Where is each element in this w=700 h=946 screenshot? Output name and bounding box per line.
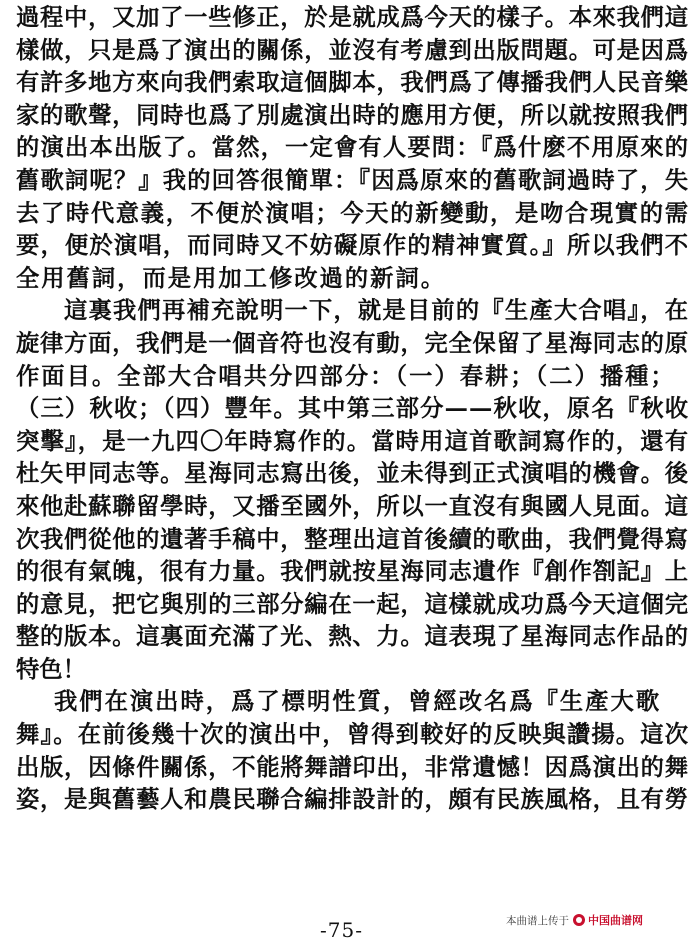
text-line: 全用舊詞，而是用加工修改過的新詞。 (16, 264, 447, 292)
text-line: 家的歌聲，同時也爲了別處演出時的應用方便，所以就按照我們 (16, 101, 689, 129)
text-line: 杜矢甲同志等。星海同志寫出後，並未得到正式演唱的機會。後 (16, 460, 689, 488)
text-line: 樣做，只是爲了演出的關係，並沒有考慮到出版問題。可是因爲 (16, 36, 689, 64)
text-line: 舊歌詞呢？』我的回答很簡單：『因爲原來的舊歌詞過時了，失 (16, 166, 690, 194)
paragraph-start-line: 我們在演出時，爲了標明性質，曾經改名爲『生產大歌 (54, 688, 662, 716)
page-number: -75- (320, 918, 363, 942)
text-line: 次我們從他的遺著手稿中，整理出這首後續的歌曲，我們覺得寫 (16, 525, 689, 553)
site-watermark (506, 912, 643, 928)
text-line: 來他赴蘇聯留學時，又播至國外，所以一直沒有與國人見面。這 (16, 492, 689, 520)
paragraph-start-line: 這裏我們再補充說明一下，就是目前的『生產大合唱』，在 (64, 297, 690, 325)
text-line: 作面目。全部大合唱共分四部分：（一）春耕；（二）播種； (16, 362, 676, 390)
text-line: 整的版本。這裏面充滿了光、熱、力。這表現了星海同志作品的 (16, 623, 689, 651)
text-line: 旋律方面，我們是一個音符也沒有動，完全保留了星海同志的原 (16, 329, 689, 357)
text-line: 出版，因條件關係，不能將舞譜印出，非常遺憾！因爲演出的舞 (16, 753, 689, 781)
site-logo-icon (573, 914, 585, 926)
text-line: 舞』。在前後幾十次的演出中，曾得到較好的反映與讚揚。這次 (16, 721, 690, 749)
text-line: 的很有氣魄，很有力量。我們就按星海同志遺作『創作劄記』上 (16, 558, 689, 586)
text-line: 特色！ (16, 655, 86, 683)
watermark-site-name: 中国曲谱网 (588, 914, 643, 927)
text-line: 姿，是與舊藝人和農民聯合編排設計的，頗有民族風格，且有勞 (16, 786, 689, 814)
body-text (16, 2, 690, 817)
text-line: （三）秋收；（四）豐年。其中第三部分——秋收，原名『秋收 (16, 395, 690, 423)
watermark-text: 本曲谱上传于 (506, 914, 569, 927)
text-line: 的演出本出版了。當然，一定會有人要問：『爲什麽不用原來的 (16, 134, 690, 162)
page-footer (0, 912, 700, 946)
text-line: 要，便於演唱，而同時又不妨礙原作的精神實質。』所以我們不 (16, 232, 690, 260)
text-line: 去了時代意義，不便於演唱；今天的新變動，是吻合現實的需 (16, 199, 690, 227)
text-line: 的意見，把它與別的三部分編在一起，這樣就成功爲今天這個完 (16, 590, 689, 618)
text-line: 過程中，又加了一些修正，於是就成爲今天的樣子。本來我們這 (16, 4, 689, 31)
text-line: 有許多地方來向我們索取這個脚本，我們爲了傳播我們人民音樂 (16, 69, 689, 97)
text-line: 突擊』，是一九四〇年時寫作的。當時用這首歌詞寫作的，還有 (16, 427, 690, 455)
